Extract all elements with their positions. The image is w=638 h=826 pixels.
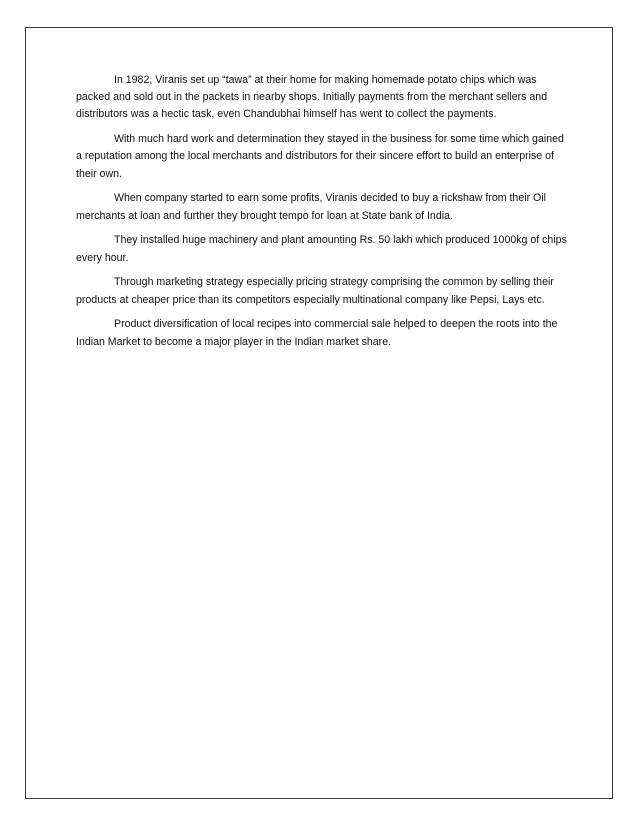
- paragraph-reputation: With much hard work and determination they stayed in the business for some time which gained a reputation among the local merchants and distributors for their sincere effort to build an enterprise of their own.: [76, 133, 564, 180]
- paragraph-profits: When company started to earn some profits, Viranis decided to buy a rickshaw from their Oil merchants at loan and further they brought tempo for loan at State bank of India.: [76, 192, 546, 222]
- paragraph-marketing: Through marketing strategy especially pricing strategy comprising the common by selling their products at cheaper price than its competitors especially multinational company like Pepsi, Lays etc.: [76, 276, 554, 306]
- paragraph-diversification: Product diversification of local recipes into commercial sale helped to deepen the roots into the Indian Market to become a major player in the Indian market share.: [76, 318, 558, 348]
- paragraph-history: In 1982, Viranis set up “tawa” at their home for making homemade potato chips which was packed and sold out in the packets in nearby shops. Initially payments from the merchant sellers and distributors was a hectic task, even Chandubhai himself has went to collect the payments.: [76, 74, 548, 121]
- document-body: [76, 72, 568, 358]
- paragraph-machinery: They installed huge machinery and plant amounting Rs. 50 lakh which produced 1000kg of chips every hour.: [76, 234, 567, 264]
